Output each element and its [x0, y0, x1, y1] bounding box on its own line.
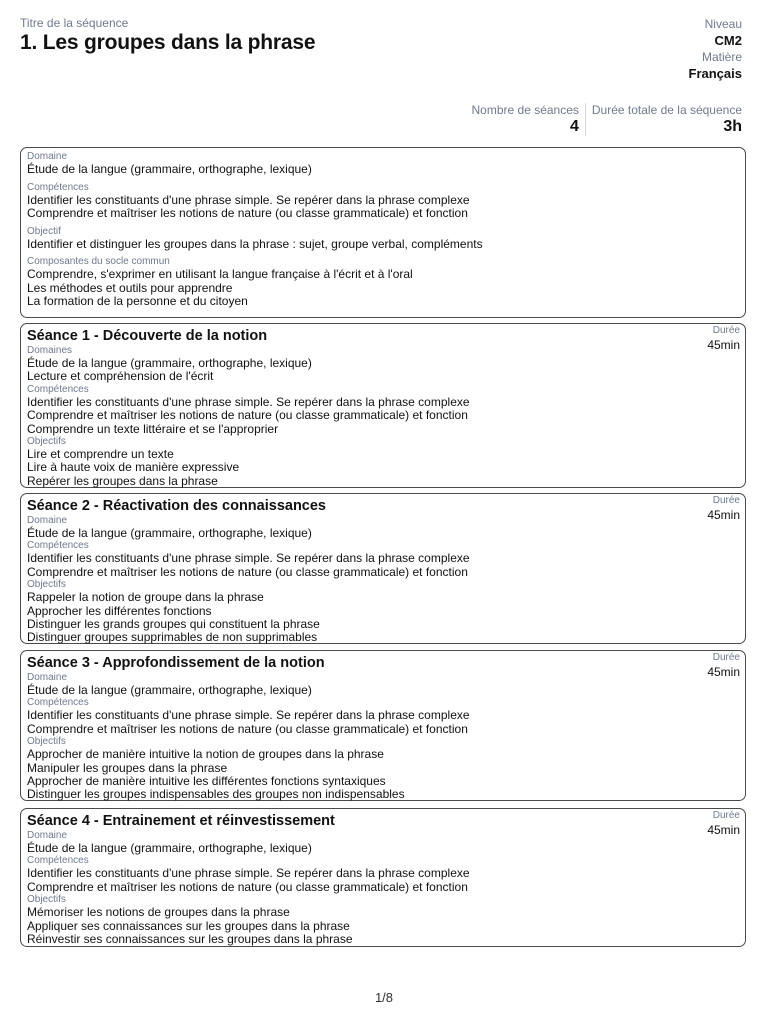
seance-objectif-line: Appliquer ses connaissances sur les groupes dans la phrase	[27, 918, 350, 933]
nb-seances-value: 4	[569, 118, 579, 135]
nb-seances-stat	[472, 103, 586, 136]
seance-objectif-line: Repérer les groupes dans la phrase	[27, 473, 218, 488]
seance-duree	[707, 652, 740, 680]
seance-title: Séance 4 - Entrainement et réinvestissement	[27, 813, 335, 829]
nb-seances-label: Nombre de séances	[471, 103, 579, 117]
seance-card-4	[20, 808, 746, 947]
seance-competences-label: Compétences	[27, 383, 89, 395]
seance-competences-label: Compétences	[27, 855, 89, 867]
matiere-value: Français	[688, 66, 742, 81]
overview-socle-line: La formation de la personne et du citoyen	[27, 294, 248, 308]
overview-competences-label: Compétences	[27, 181, 89, 193]
seance-competence-line: Comprendre un texte littéraire et se l'approprier	[27, 421, 279, 436]
seance-title: Séance 1 - Découverte de la notion	[27, 328, 268, 344]
seance-objectifs-label: Objectifs	[27, 736, 66, 748]
seance-domaine-line: Lecture et compréhension de l'écrit	[27, 369, 214, 384]
seance-duree-label: Durée	[712, 325, 740, 336]
overview-competence-line: Identifier les constituants d'une phrase simple. Se repérer dans la phrase complexe	[27, 192, 470, 207]
seance-objectif-line: Approcher de manière intuitive les différentes fonctions syntaxiques	[27, 774, 386, 789]
seance-competence-line: Comprendre et maîtriser les notions de nature (ou classe grammaticale) et fonction	[27, 721, 468, 736]
seance-duree-label: Durée	[712, 495, 740, 506]
seance-objectif-line: Lire et comprendre un texte	[27, 447, 174, 462]
seance-competence-line: Identifier les constituants d'une phrase simple. Se repérer dans la phrase complexe	[27, 394, 470, 409]
seance-competence-line: Identifier les constituants d'une phrase simple. Se repérer dans la phrase complexe	[27, 708, 470, 723]
sequence-overview-box	[20, 147, 746, 318]
seance-competence-line: Comprendre et maîtriser les notions de nature (ou classe grammaticale) et fonction	[27, 879, 468, 894]
seance-domaine-line: Étude de la langue (grammaire, orthographe, lexique)	[27, 683, 312, 697]
seance-objectif-line: Lire à haute voix de manière expressive	[27, 460, 240, 475]
seance-objectif-line: Distinguer groupes supprimables de non supprimables	[27, 630, 318, 645]
overview-domaine-label: Domaine	[27, 151, 68, 162]
overview-competence-line: Comprendre et maîtriser les notions de nature (ou classe grammaticale) et fonction	[27, 206, 468, 220]
seance-objectif-line: Approcher les différentes fonctions	[27, 603, 212, 618]
seance-domaine-line: Étude de la langue (grammaire, orthographe, lexique)	[27, 841, 312, 855]
seance-domaine-label: Domaine	[27, 515, 68, 526]
seance-objectif-line: Distinguer les groupes indispensables des groupes non indispensables	[27, 787, 405, 802]
matiere-label: Matière	[701, 50, 742, 64]
duree-totale-value: 3h	[723, 118, 742, 135]
niveau-value: CM2	[714, 33, 742, 48]
page-number: 1/8	[374, 990, 394, 1005]
seance-domaine-label: Domaine	[27, 672, 68, 683]
seance-competence-line: Comprendre et maîtriser les notions de nature (ou classe grammaticale) et fonction	[27, 564, 468, 579]
seance-domaine-label: Domaine	[27, 830, 68, 841]
niveau-label: Niveau	[704, 17, 742, 31]
overview-socle-label: Composantes du socle commun	[27, 256, 170, 267]
sequence-title-label: Titre de la séquence	[20, 16, 129, 30]
overview-domaine-line: Étude de la langue (grammaire, orthographe, lexique)	[27, 162, 312, 176]
seance-domaine-label: Domaines	[27, 345, 73, 356]
seance-competences-label: Compétences	[27, 697, 89, 709]
seance-objectif-line: Réinvestir ses connaissances sur les groupes dans la phrase	[27, 932, 353, 947]
overview-objectif-line: Identifier et distinguer les groupes dans la phrase : sujet, groupe verbal, compléments	[27, 236, 483, 251]
seance-duree-value: 45min	[707, 665, 740, 679]
seance-objectif-line: Manipuler les groupes dans la phrase	[27, 760, 228, 775]
seance-objectif-line: Approcher de manière intuitive la notion de groupes dans la phrase	[27, 747, 384, 762]
seance-objectifs-label: Objectifs	[27, 894, 66, 906]
seance-card-3	[20, 650, 746, 801]
seance-card-1	[20, 323, 746, 488]
seance-objectif-line: Rappeler la notion de groupe dans la phrase	[27, 590, 264, 605]
seance-objectif-line: Mémoriser les notions de groupes dans la phrase	[27, 905, 290, 920]
overview-socle-line: Comprendre, s'exprimer en utilisant la langue française à l'écrit et à l'oral	[27, 267, 413, 281]
overview-socle-line: Les méthodes et outils pour apprendre	[27, 280, 233, 295]
seance-objectifs-label: Objectifs	[27, 579, 66, 591]
duree-totale-label: Durée totale de la séquence	[591, 103, 742, 117]
seance-card-2	[20, 493, 746, 644]
seance-duree-label: Durée	[712, 652, 740, 663]
sequence-title-block	[20, 16, 315, 55]
sequence-title: 1. Les groupes dans la phrase	[20, 31, 316, 54]
seance-competences-label: Compétences	[27, 540, 89, 552]
seance-duree	[707, 810, 740, 838]
seance-duree	[707, 495, 740, 523]
seance-title: Séance 2 - Réactivation des connaissances	[27, 498, 326, 514]
seance-duree	[707, 325, 740, 353]
seance-duree-value: 45min	[707, 338, 740, 352]
duree-totale-stat	[592, 103, 742, 136]
seance-competence-line: Identifier les constituants d'une phrase simple. Se repérer dans la phrase complexe	[27, 866, 470, 881]
seance-objectifs-label: Objectifs	[27, 436, 66, 448]
seance-competence-line: Comprendre et maîtriser les notions de nature (ou classe grammaticale) et fonction	[27, 408, 468, 423]
niveau-matiere-block	[689, 16, 742, 82]
sequence-stats	[472, 103, 743, 136]
overview-objectif-label: Objectif	[27, 225, 61, 237]
seance-competence-line: Identifier les constituants d'une phrase simple. Se repérer dans la phrase complexe	[27, 551, 470, 566]
seance-duree-value: 45min	[707, 823, 740, 837]
seance-objectif-line: Distinguer les grands groupes qui constituent la phrase	[27, 617, 320, 632]
seance-title: Séance 3 - Approfondissement de la notion	[27, 655, 325, 671]
seance-domaine-line: Étude de la langue (grammaire, orthographe, lexique)	[27, 356, 312, 370]
seance-domaine-line: Étude de la langue (grammaire, orthographe, lexique)	[27, 526, 312, 540]
seance-duree-value: 45min	[707, 508, 740, 522]
seance-duree-label: Durée	[712, 810, 740, 821]
